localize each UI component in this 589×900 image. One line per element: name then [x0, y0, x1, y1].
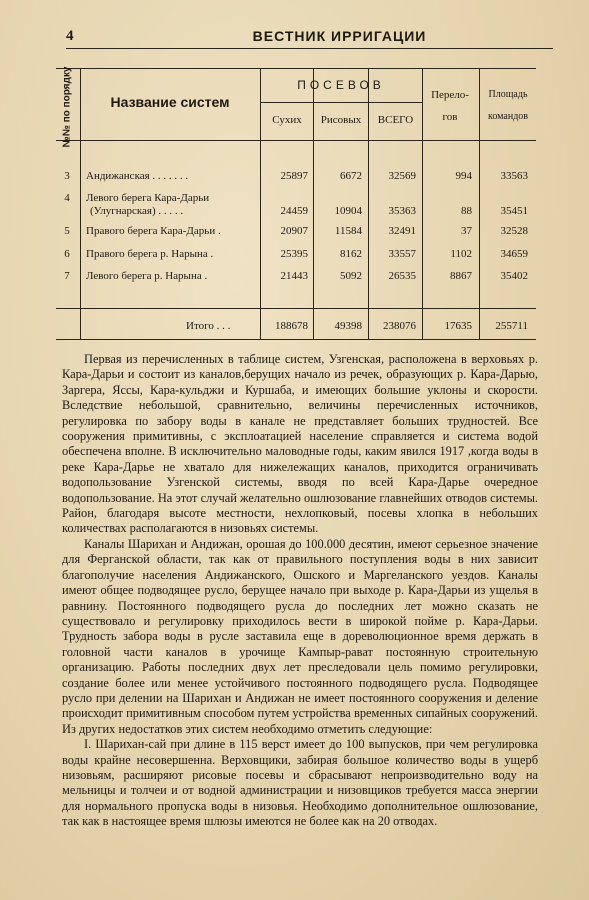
cell-vsego: 32569: [388, 170, 416, 182]
header-perelogov: [422, 84, 478, 128]
row-number: 6: [64, 248, 70, 260]
cell-perel: 994: [455, 170, 472, 182]
cell-vsego: 32491: [388, 225, 416, 237]
header-ploshad-line1: Площадь: [488, 89, 528, 100]
header-number: №№ по порядку: [61, 66, 73, 148]
total-label: Итого . . .: [186, 320, 231, 332]
cell-vsego: 26535: [388, 270, 416, 282]
cell-plosh: 35402: [500, 270, 528, 282]
total-suhih: 188678: [275, 320, 308, 332]
header-risovyh: Рисовых: [320, 114, 362, 126]
cell-vsego: 33557: [388, 248, 416, 260]
paragraph: Каналы Шарихан и Андижан, орошая до 100.000 десятин, имеют серьезное значение для Ферганской области, так как от правильного поступления воды в них зависит благополучие населения Андижанского, Ошского и Маргеланского уездов. Каналы имеют общее подводящее русло, берущее начало при выходе р. Кара-Дарьи из ущелья в равнину. Постоянного подводящего русла до последних лет можно сказать не существовало и регулировку приходилось вести в широкой пойме р. Кара-Дарьи. Трудность забора воды в русле заставила еще в дореволюционное время держать в головной части каналов в урочище Кампыр-рават постоянную строительную организацию. Работы последних двух лет преследовали цель помимо регулировки, создание более или менее устойчивого постоянного подводящего русла. Подводящее русло при делении на Шарихан и Андижан не имеет постоянного сооружения и деление происходит примитивным способом путем устройства временных сипайных сооружений. Из других недостатков этих систем необходимо отметить следующие:: [62, 536, 538, 736]
total-ris: 49398: [334, 320, 362, 332]
header-suhih: Сухих: [272, 114, 302, 126]
row-number: 3: [64, 170, 70, 182]
row-name: Андижанская . . . . . . .: [86, 170, 189, 182]
header-ploshad-line2: командов: [487, 111, 529, 122]
cell-suhih: 24459: [280, 205, 308, 217]
header-ploshad: [480, 84, 536, 128]
total-plosh: 255711: [495, 320, 528, 332]
cell-suhih: 25395: [280, 248, 308, 260]
column-rule: [368, 68, 369, 340]
cell-plosh: 35451: [500, 205, 528, 217]
row-number: 7: [64, 270, 70, 282]
journal-title: ВЕСТНИК ИРРИГАЦИИ: [252, 28, 427, 44]
row-name: Правого берега Кара-Дарьи .: [86, 225, 221, 237]
cell-plosh: 34659: [500, 248, 528, 260]
cell-perel: 37: [461, 225, 472, 237]
column-rule: [313, 68, 314, 340]
cell-suhih: 20907: [280, 225, 308, 237]
cell-perel: 88: [461, 205, 472, 217]
header-rule: [260, 102, 422, 103]
cell-ris: 6672: [340, 170, 362, 182]
row-name: Левого берега р. Нарына .: [86, 270, 208, 282]
row-name: Левого берега Кара-Дарьи: [86, 192, 210, 204]
page-header: [66, 26, 553, 49]
row-number: 5: [64, 225, 70, 237]
cell-perel: 1102: [450, 248, 472, 260]
row-name: Правого берега р. Нарына .: [86, 248, 214, 260]
header-system-name: Название систем: [110, 94, 230, 110]
header-perelogov-line2: гов: [442, 111, 458, 123]
cell-ris: 11584: [334, 225, 362, 237]
cell-vsego: 35363: [388, 205, 416, 217]
header-rule: [56, 140, 536, 141]
body-text: [62, 352, 538, 830]
row-name-cont: (Улугнарская) . . . . .: [90, 205, 184, 217]
page-number: 4: [66, 28, 74, 44]
row-number: 4: [64, 192, 70, 204]
header-posevov: ПОСЕВОВ: [297, 78, 385, 92]
column-rule: [260, 68, 261, 340]
paragraph: Первая из перечисленных в таблице систем, Узгенская, расположена в верховьях р. Кара-Дарьи и состоит из каналов,берущих начало из речек, образующих р. Кара-Дарью, Заргера, Яссы, Кара-кульджи и Куршаба, и имеющих большие уклоны и скорости. Вследствие небольшой, сравнительно, величины перечисленных источников, регулировка по забору воды в канале не представляет больших трудностей. Все сооружения примитивны, с эксплоатацией население справляется и система водой обеспечена вполне. В исключительно маловодные годы, каким явился 1917 ,когда воды в реке Кара-Дарье не хватало для нижележащих каналов, приходится ограничивать водопользование Узгенской системы, вводя по всей Кара-Дарье очередное водопользование. На этот случай желательно ошлюзование главнейших отводов системы. Район, благодаря высоте местности, нехлопковый, посевы хлопка в небольших количествах располагаются в низовьях системы.: [62, 352, 538, 536]
header-perelogov-line1: Перело-: [431, 89, 469, 101]
cell-plosh: 32528: [500, 225, 528, 237]
cell-suhih: 21443: [280, 270, 308, 282]
cell-suhih: 25897: [280, 170, 308, 182]
cell-ris: 10904: [334, 205, 362, 217]
cell-ris: 8162: [340, 248, 362, 260]
paragraph: I. Шарихан-сай при длине в 115 верст имеет до 100 выпусков, при чем регулировка воды крайне несовершенна. Верховщики, забирая большое количество воды в ущерб низовьям, расширяют рисовые посевы и сбрасывают непроизводительно воду на мельницы и толчеи и от водной администрации и низовщиков требуется масса энергии для нормального пропуска воды в низовья. Необходимо дополнительное ошлюзование, так как в настоящее время шлюзы имеются не более как на 20 отводах.: [62, 737, 538, 829]
header-vsego: ВСЕГО: [377, 114, 414, 126]
total-vsego: 238076: [383, 320, 416, 332]
total-rule: [56, 308, 536, 309]
total-perel: 17635: [444, 320, 472, 332]
cell-plosh: 33563: [500, 170, 528, 182]
cell-perel: 8867: [450, 270, 472, 282]
cell-ris: 5092: [340, 270, 362, 282]
